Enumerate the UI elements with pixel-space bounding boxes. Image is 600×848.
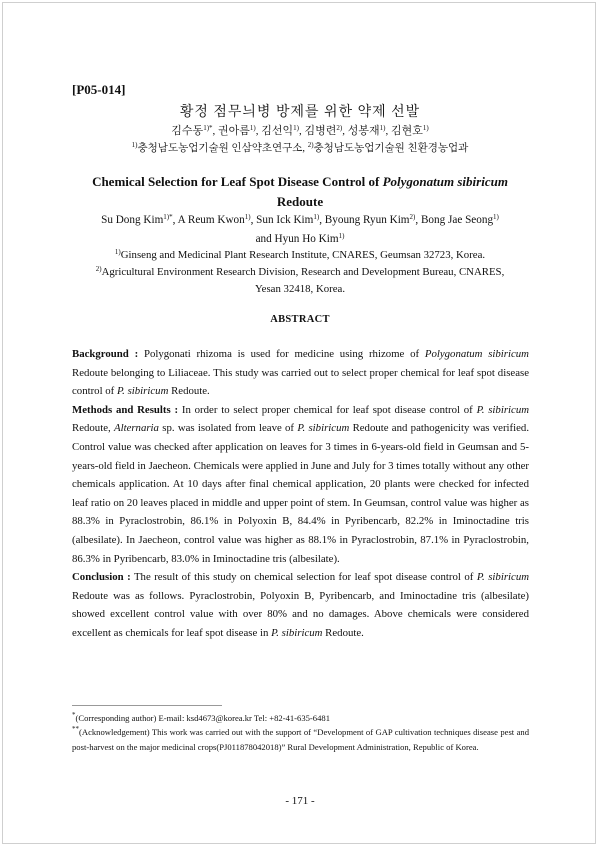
en-title-species: Polygonatum sibiricum <box>382 174 508 189</box>
conclusion-text-2: Redoute was as follows. Pyraclostrobin, Polyoxin B, Pyribencarb, and Iminoctadine tris (albesilate) showed excellent control value with over 80% and no damages. Above chemicals were considered excellent as chemicals for leaf spot disease in <box>72 589 529 639</box>
background-text-2: Redoute belonging to Liliaceae. This study was carried out to select proper chemical for leaf spot disease control of <box>72 366 529 398</box>
ko-author-name: 김현호 <box>390 125 423 137</box>
ko-author-sup: 1) <box>379 124 386 132</box>
abstract-body <box>72 345 529 643</box>
abstract-code: [P05-014] <box>72 82 126 97</box>
english-authors: Su Dong Kim$^{1)*}$, A Reum Kwon$^{1)}$, Sun Ick Kim$^{1)}$, Byoung Ryun Kim$^{2)}$, Bong Jae Seong$^{1)}$ and Hyun Ho Kim$^{1)}$ <box>101 213 499 245</box>
species-short: P. sibiricum <box>476 571 530 584</box>
methods-text-2: Redoute, <box>72 422 111 435</box>
ko-affil-sup: 1) <box>131 141 138 149</box>
species-short: P. sibiricum <box>271 626 323 639</box>
en-author-name: Byoung Ryun Kim <box>324 214 410 226</box>
en-affil-2a: Agricultural Environment Research Division, Research and Development Bureau, CNARES, <box>101 266 505 278</box>
ko-author-name: 김수동 <box>171 125 204 137</box>
en-author-name: Su Dong Kim <box>101 214 164 226</box>
conclusion-text-1: The result of this study on chemical selection for leaf spot disease control of <box>133 571 474 584</box>
en-affil-2b: Yesan 32418, Korea. <box>254 283 346 295</box>
background-text-1: Polygonati rhizoma is used for medicine using rhizome of <box>143 348 420 360</box>
korean-title: 황정 점무늬병 방제를 위한 약제 선발 <box>179 105 421 120</box>
methods-label: Methods and Results : <box>72 403 179 416</box>
ko-affil-sup: 2) <box>307 141 314 149</box>
abstract-heading: ABSTRACT <box>270 314 330 325</box>
species-italic: Polygonatum sibiricum <box>424 348 529 360</box>
page-number: - 171 - <box>285 795 315 807</box>
en-author-sup: 2) <box>409 213 416 221</box>
fn2-text: (Acknowledgement) This work was carried out with the support of “Development of GAP cultivation techniques disease pest and post-harvest on the major medicinal crops(PJ011878042018)” Rural Development Administration, Republic of Korea. <box>72 727 529 752</box>
species-short: P. sibiricum <box>297 422 350 435</box>
english-affiliations <box>60 247 540 298</box>
footnote-rule <box>72 705 222 706</box>
methods-paragraph <box>72 401 529 568</box>
en-author-name: A Reum Kwon <box>177 214 245 226</box>
ko-affil-1: 충청남도농업기술원 인삼약초연구소, <box>137 143 306 154</box>
en-author-sup: 1) <box>313 213 320 221</box>
en-author-sup: 1) <box>244 213 251 221</box>
methods-text-4: Redoute and pathogenicity was verified. Control value was checked after application on leaves for 3 times in 6-years-old field in Geumsan and 5-years-old field in Jaecheon. Chemicals were applied in June and July for 3 times totally without any other chemicals application. At 10 days after final chemical application, 20 plants were checked for infected leaf ratio on 20 leaves placed in middle and upper point of stem. In Geumsan, control value was higher as 88.3% in Pyraclostrobin, 86.1% in Polyoxin B, 84.4% in Pyribencarb, 82.2% in Iminoctadine tris (albesilate). In Jaecheon, control value was higher as 88.1% in Pyraclostrobin, 87.1% in Pyraclostrobin, 86.3% in Pyribencarb, 83.0% in Iminoctadine tris (albesilate). <box>72 422 530 565</box>
footnote-corresponding <box>72 711 529 726</box>
en-title-end: Redoute <box>276 194 324 209</box>
conclusion-label: Conclusion : <box>72 571 131 584</box>
species-short: P. sibiricum <box>476 403 530 416</box>
en-author-name: Hyun Ho Kim <box>274 233 339 245</box>
ko-author-name: 김병련 <box>304 125 337 137</box>
en-author-sup: 1) <box>338 232 345 240</box>
fn2-sup: ** <box>72 725 79 733</box>
fn1-text: (Corresponding author) E-mail: ksd4673@korea.kr Tel: +82-41-635-6481 <box>75 713 330 723</box>
en-affil-1: Ginseng and Medicinal Plant Research Institute, CNARES, Geumsan 32723, Korea. <box>120 249 486 261</box>
en-affil-sup: 1) <box>114 248 121 256</box>
alternaria-italic: Alternaria <box>113 422 159 435</box>
korean-affiliations <box>60 140 540 155</box>
redoute-dot: Redoute. <box>325 626 364 639</box>
en-author-name: Bong Jae Seong <box>420 214 494 226</box>
methods-text-3: sp. was isolated from leave of <box>162 422 295 435</box>
ko-author-sup: 2) <box>336 124 343 132</box>
species-short: P. sibiricum <box>116 385 169 398</box>
en-author-name: Sun Ick Kim <box>256 214 314 226</box>
en-title-main: Chemical Selection for Leaf Spot Disease Control of <box>92 174 380 189</box>
fn1-sup: * <box>72 711 76 719</box>
methods-text-1: In order to select proper chemical for leaf spot disease control of <box>181 403 473 416</box>
background-label: Background : <box>72 348 139 360</box>
ko-author-sup: 1) <box>422 124 429 132</box>
ko-author-name: 권아름 <box>218 125 250 137</box>
ko-author-name: 성봉재 <box>347 125 380 137</box>
ko-author-name: 김선익 <box>261 125 294 137</box>
korean-authors: 김수동$^{1)*}$, 권아름$^{1)}$, 김선익$^{1)}$, 김병련$^{2)}$, 성봉재$^{1)}$, 김현호$^{1)}$ <box>171 124 429 137</box>
ko-author-sup: 1) <box>293 124 299 132</box>
redoute-dot: Redoute. <box>171 385 210 398</box>
en-author-sup: 1)* <box>163 213 173 221</box>
background-paragraph <box>72 345 529 401</box>
english-title <box>60 172 540 212</box>
en-affil-sup: 2) <box>95 265 102 273</box>
ko-author-sup: 1) <box>249 124 256 132</box>
en-author-sup: 1) <box>493 213 499 221</box>
ko-affil-2: 충청남도농업기술원 친환경농업과 <box>313 143 469 154</box>
footnote-acknowledgement <box>72 725 529 755</box>
ko-author-sup: 1)* <box>203 124 213 132</box>
conclusion-paragraph <box>72 568 529 642</box>
